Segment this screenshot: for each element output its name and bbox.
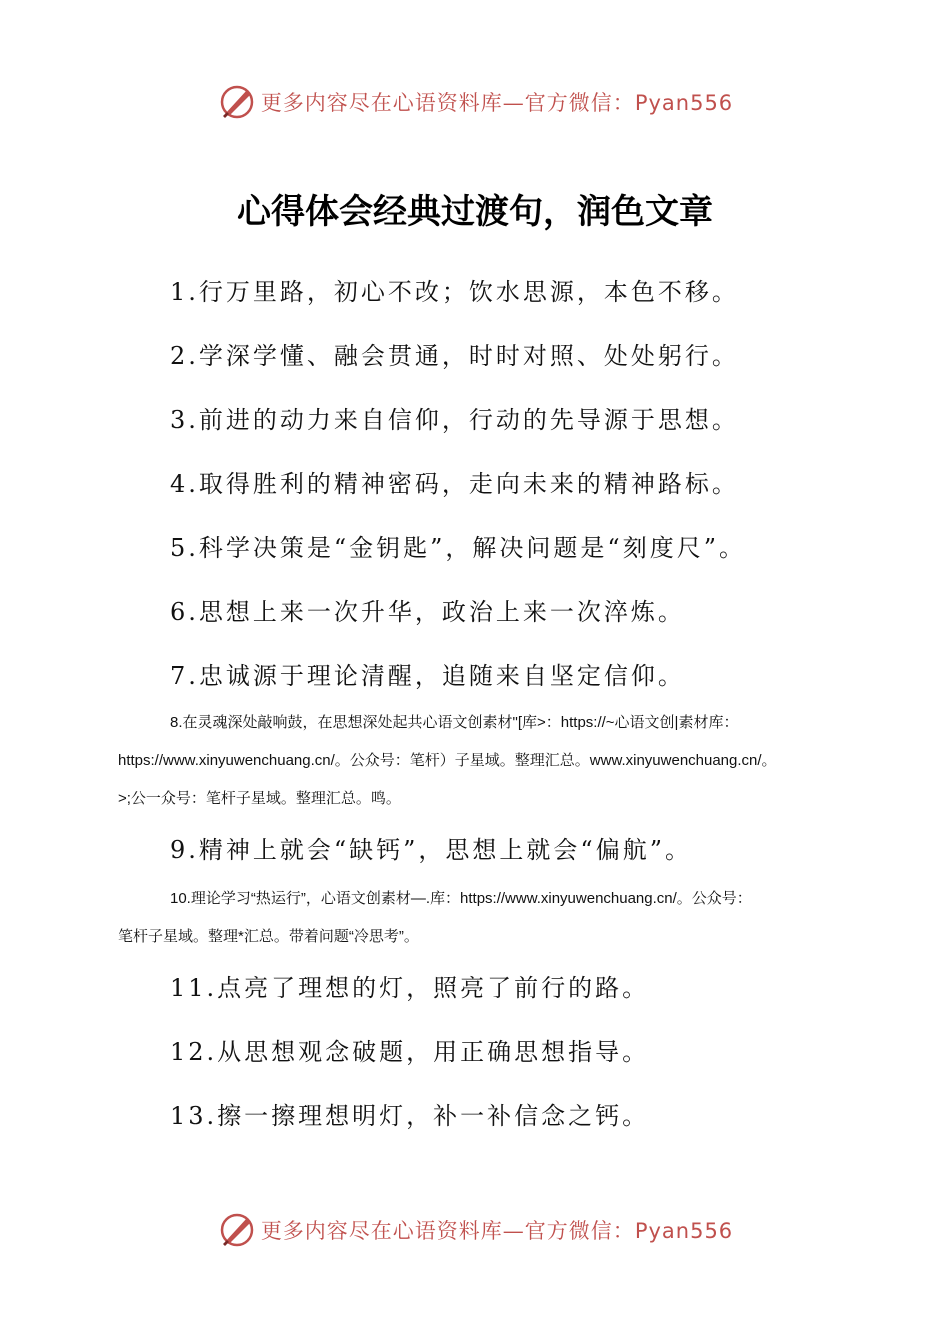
list-item: 5.科学决策是“金钥匙”，解决问题是“刻度尺”。 (170, 534, 746, 562)
header-banner (0, 80, 950, 124)
list-item: 11.点亮了理想的灯，照亮了前行的路。 (170, 974, 650, 1002)
pen-logo-icon (217, 1210, 257, 1250)
page-title: 心得体会经典过渡句，润色文章 (237, 192, 713, 232)
list-item-10 (118, 880, 830, 956)
banner-text: 更多内容尽在心语资料库—官方微信：Pyan556 (260, 1219, 734, 1243)
item8-line1: 8.在灵魂深处敲响鼓，在思想深处起共心语文创素材"[库>：https://~心语文创|素材库： (170, 714, 739, 731)
item10-line1: 10.理论学习“热运行”，心语文创素材—.库：https://www.xinyuwenchuang.cn/。公众号： (170, 890, 752, 907)
list-item: 1.行万里路，初心不改；饮水思源，本色不移。 (170, 278, 739, 306)
footer-banner (0, 1208, 950, 1252)
banner-text: 更多内容尽在心语资料库—官方微信：Pyan556 (260, 91, 734, 115)
item8-line3: >;公一众号：笔杆子星域。整理汇总。鸣。 (118, 790, 401, 807)
list-item: 12.从思想观念破题，用正确思想指导。 (170, 1038, 650, 1066)
wechat-id: Pyan556 (634, 1219, 734, 1243)
list-item: 3.前进的动力来自信仰，行动的先导源于思想。 (170, 406, 739, 434)
list-item-8 (118, 704, 830, 818)
list-item: 6.思想上来一次升华，政治上来一次淬炼。 (170, 598, 685, 626)
list-item: 2.学深学懂、融会贯通，时时对照、处处躬行。 (170, 342, 739, 370)
item10-line2: 笔杆子星域。整理*汇总。带着问题“冷思考”。 (118, 928, 419, 945)
pen-logo-icon (217, 82, 257, 122)
list-item: 7.忠诚源于理论清醒，追随来自坚定信仰。 (170, 662, 685, 690)
wechat-id: Pyan556 (634, 91, 734, 115)
list-item: 9.精神上就会“缺钙”，思想上就会“偏航”。 (170, 836, 692, 864)
item8-line2: https://www.xinyuwenchuang.cn/。公众号：笔杆）子星域。整理汇总。www.xinyuwenchuang.cn/。 (118, 752, 777, 769)
list-item: 4.取得胜利的精神密码，走向未来的精神路标。 (170, 470, 739, 498)
list-item: 13.擦一擦理想明灯，补一补信念之钙。 (170, 1102, 650, 1130)
